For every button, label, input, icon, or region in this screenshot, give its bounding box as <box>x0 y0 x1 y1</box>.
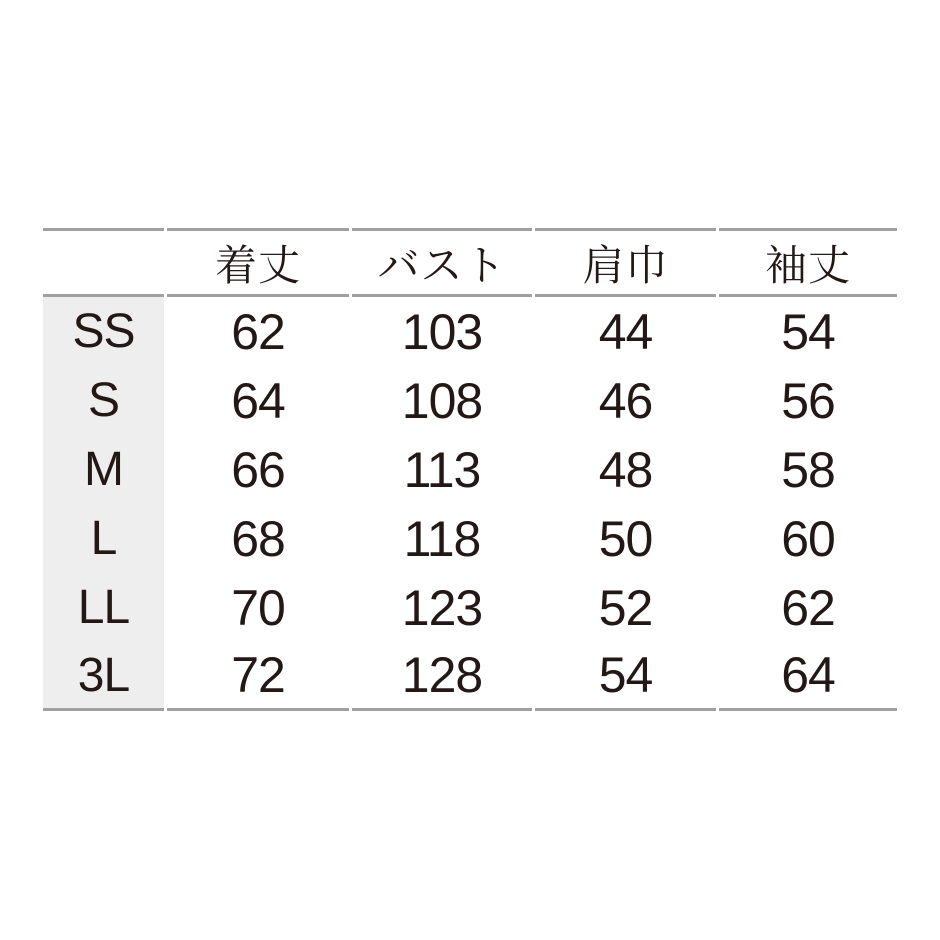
measurement-cell: 118 <box>352 504 532 573</box>
size-label: 3L <box>43 642 164 711</box>
measurement-cell: 64 <box>719 642 897 711</box>
measurement-cell: 113 <box>352 435 532 504</box>
measurement-cell: 64 <box>167 366 349 435</box>
column-header-bust: バスト <box>352 228 532 297</box>
measurement-cell: 70 <box>167 573 349 642</box>
measurement-cell: 50 <box>535 504 716 573</box>
measurement-cell: 62 <box>167 297 349 366</box>
measurement-cell: 103 <box>352 297 532 366</box>
measurement-cell: 68 <box>167 504 349 573</box>
measurement-cell: 46 <box>535 366 716 435</box>
table-row-l <box>43 504 897 573</box>
table-row-3l <box>43 642 897 711</box>
measurement-cell: 58 <box>719 435 897 504</box>
measurement-cell: 52 <box>535 573 716 642</box>
measurement-cell: 54 <box>719 297 897 366</box>
measurement-cell: 62 <box>719 573 897 642</box>
size-chart-table <box>40 228 900 711</box>
table-row-ll <box>43 573 897 642</box>
table-row-ss <box>43 297 897 366</box>
size-label: SS <box>43 297 164 366</box>
header-row <box>43 228 897 297</box>
measurement-cell: 54 <box>535 642 716 711</box>
measurement-cell: 108 <box>352 366 532 435</box>
size-label: S <box>43 366 164 435</box>
size-label: LL <box>43 573 164 642</box>
table-row-s <box>43 366 897 435</box>
column-header-body-length: 着丈 <box>167 228 349 297</box>
size-label: L <box>43 504 164 573</box>
measurement-cell: 123 <box>352 573 532 642</box>
size-label: M <box>43 435 164 504</box>
measurement-cell: 66 <box>167 435 349 504</box>
column-header-shoulder-width: 肩巾 <box>535 228 716 297</box>
corner-cell <box>43 228 164 297</box>
table-row-m <box>43 435 897 504</box>
measurement-cell: 48 <box>535 435 716 504</box>
measurement-cell: 60 <box>719 504 897 573</box>
measurement-cell: 44 <box>535 297 716 366</box>
measurement-cell: 56 <box>719 366 897 435</box>
column-header-sleeve-length: 袖丈 <box>719 228 897 297</box>
measurement-cell: 72 <box>167 642 349 711</box>
measurement-cell: 128 <box>352 642 532 711</box>
